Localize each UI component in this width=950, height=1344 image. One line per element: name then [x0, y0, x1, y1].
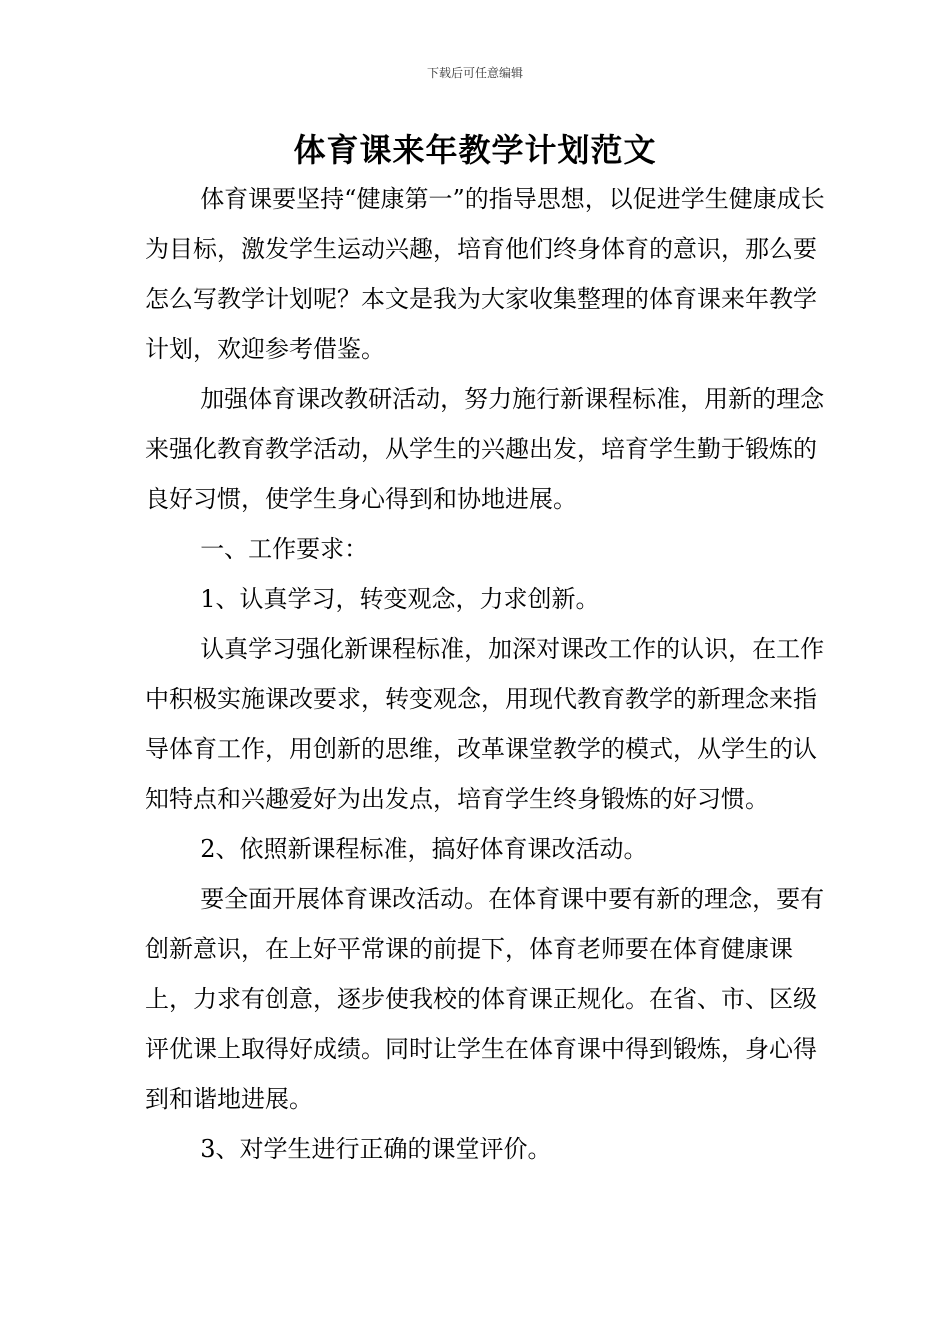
- paragraph-overview: 加强体育课改教研活动，努力施行新课程标准，用新的理念来强化教育教学活动，从学生的兴趣出发，培育学生勤于锻炼的良好习惯，使学生身心得到和协地进展。: [145, 385, 825, 513]
- section-heading-work-requirements: 一、工作要求：: [200, 535, 369, 563]
- header-note: 下载后可任意编辑: [426, 66, 523, 80]
- document-title: 体育课来年教学计划范文: [293, 131, 657, 169]
- item-heading-3: 3、对学生进行正确的课堂评价。: [200, 1135, 552, 1163]
- paragraph-item-1: 认真学习强化新课程标准，加深对课改工作的认识，在工作中积极实施课改要求，转变观念，用现代教育教学的新理念来指导体育工作，用创新的思维，改革课堂教学的模式，从学生的认知特点和兴趣爱好为出发点，培育学生终身锻炼的好习惯。: [145, 635, 825, 813]
- paragraph-item-2: 要全面开展体育课改活动。在体育课中要有新的理念，要有创新意识，在上好平常课的前提下，体育老师要在体育健康课上，力求有创意，逐步使我校的体育课正规化。在省、市、区级评优课上取得好成绩。同时让学生在体育课中得到锻炼，身心得到和谐地进展。: [145, 885, 825, 1113]
- paragraph-intro: 体育课要坚持“健康第一”的指导思想，以促进学生健康成长为目标，激发学生运动兴趣，培育他们终身体育的意识，那么要怎么写教学计划呢？本文是我为大家收集整理的体育课来年教学计划，欢迎参考借鉴。: [145, 185, 825, 363]
- document-body: [145, 174, 825, 1174]
- item-heading-1: 1、认真学习，转变观念，力求创新。: [200, 585, 600, 613]
- item-heading-2: 2、依照新课程标准，搞好体育课改活动。: [200, 835, 648, 863]
